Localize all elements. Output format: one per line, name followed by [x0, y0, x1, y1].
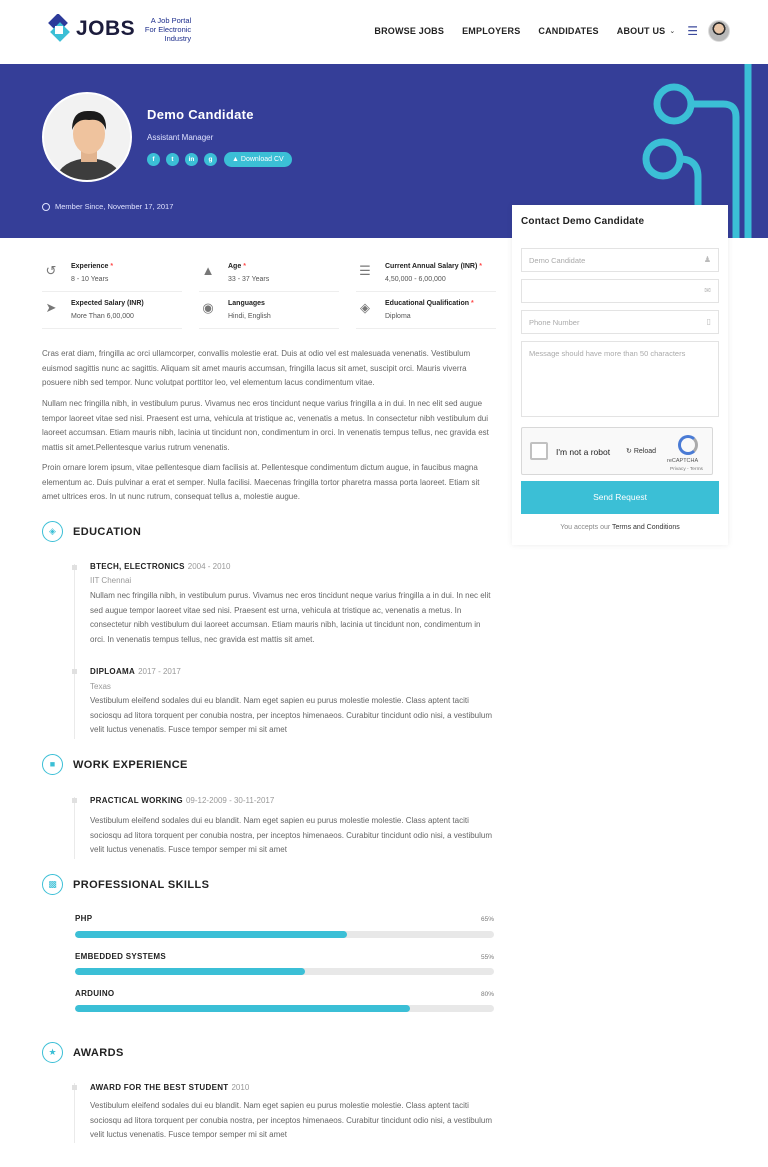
meta-value: Diploma	[385, 313, 411, 320]
section-title: AWARDS	[73, 1046, 124, 1059]
education-place: IIT Chennai	[90, 576, 132, 585]
candidate-name: Demo Candidate	[147, 107, 254, 122]
about-paragraph: Nullam nec fringilla nibh, in vestibulum purus. Vivamus nec eros tincidunt neque varius fringilla a in dui. In nec elit sed augue tempor laoreet vitae sed nisi. Praesent est urna, vehicula at tristique ac, venenatis a metus. In consectetur nibh vestibulum dui laoreet accumsan. Etiam mauris nibh, lacinia ut tincidunt non, condimentum in orci. In venenatis tempus tellus, nec gravida est mattis sit amet.Pellentesque varius rutrum venenatis.	[42, 399, 489, 452]
meta-label-text: Expected Salary (INR)	[71, 300, 144, 307]
mobile-icon: ▯	[706, 317, 711, 326]
meta-value: Hindi, English	[228, 313, 271, 320]
meta-qualification	[356, 293, 496, 329]
education-section-header	[42, 521, 141, 542]
nav-browse-jobs[interactable]: BROWSE JOBS	[374, 26, 445, 36]
education-description: Vestibulum eleifend sodales dui eu blandit. Nam eget sapien eu purus molestie molestie. Class aptent taciti sociosqu ad litora torquent per conubia nostra, per inceptos himenaeos. Curabitur tincidunt odio nisi, a vestibulum velit luctus venenatis. Fusce tempor semper mi sit amet	[90, 696, 493, 734]
site-header	[0, 0, 768, 64]
globe-icon: ◉	[202, 300, 214, 315]
timeline-dot	[72, 669, 77, 674]
facebook-icon[interactable]: f	[147, 153, 160, 166]
meta-label-text: Experience	[71, 263, 109, 270]
award-item-heading	[90, 1083, 249, 1092]
award-year: 2010	[231, 1083, 250, 1092]
award-name: AWARD FOR THE BEST STUDENT	[90, 1083, 229, 1092]
about-paragraph: Cras erat diam, fringilla ac orci ullamcorper, convallis molestie erat. Duis at odio vel est malesuada venenatis. Vestibulum euismod sagittis nunc ac sagittis. Aliquam sit amet mauris accumsan, fringilla lacus sit amet, suscipit orci. Mauris viverra posuere nibh sed tempor. Nunc volutpat porttitor leo, vel elementum lacus condimentum vitae.	[42, 349, 471, 387]
history-icon: ↺	[45, 263, 57, 278]
phone-field[interactable]	[521, 310, 719, 334]
main-nav	[356, 20, 730, 42]
required-mark: *	[479, 263, 482, 270]
skill-progress-track	[75, 1005, 494, 1012]
hamburger-menu-icon[interactable]: ☰	[687, 24, 698, 38]
coins-icon: ☰	[359, 263, 371, 278]
skill-progress-fill	[75, 968, 305, 975]
skill-name: PHP	[75, 914, 93, 923]
timeline-line	[74, 1083, 75, 1143]
meta-experience	[42, 256, 182, 292]
message-placeholder: Message should have more than 50 characters	[529, 349, 686, 358]
work-name: PRACTICAL WORKING	[90, 796, 183, 805]
area-chart-icon: ▲	[201, 263, 215, 278]
briefcase-icon: ■	[42, 754, 63, 775]
work-section-header	[42, 754, 188, 775]
google-plus-icon[interactable]: g	[204, 153, 217, 166]
social-links	[147, 152, 292, 167]
skill-percent: 80%	[480, 991, 494, 998]
twitter-icon[interactable]: t	[166, 153, 179, 166]
site-logo[interactable]	[44, 14, 191, 44]
logo-wordmark: JOBS	[76, 17, 136, 40]
logo-tagline: A Job Portal For Electronic Industry	[144, 15, 192, 43]
contact-card	[512, 205, 728, 545]
download-icon: ▲	[232, 156, 239, 163]
candidate-photo	[42, 92, 132, 182]
recaptcha-checkbox[interactable]	[530, 442, 548, 460]
education-place: Texas	[90, 682, 111, 691]
about-paragraph: Proin ornare lorem ipsum, vitae pellentesque diam facilisis at. Pellentesque condimentum dictum augue, in faucibus magna elementum ac. Duis pulvinar a erat et semper. Nulla facilisi. Maecenas fringilla tortor pharetra massa porta laoreet. Etiam sit amet ultrices eros. In ut nunc rutrum, consequat tellus a, molestie augue.	[42, 463, 480, 501]
work-item-heading	[90, 796, 274, 805]
reload-icon: ↻	[626, 448, 632, 455]
required-mark: *	[110, 263, 114, 270]
phone-placeholder: Phone Number	[529, 318, 580, 327]
timeline-dot	[72, 1085, 77, 1090]
meta-languages	[199, 293, 339, 329]
skill-progress-fill	[75, 931, 347, 938]
skill-percent: 55%	[480, 954, 494, 961]
recaptcha-widget	[521, 427, 713, 475]
message-field[interactable]	[521, 341, 719, 417]
email-field[interactable]	[521, 279, 719, 303]
envelope-icon: ✉	[704, 286, 711, 295]
nav-candidates[interactable]: CANDIDATES	[538, 26, 599, 36]
education-name: BTECH, ELECTRONICS	[90, 562, 185, 571]
graduation-cap-icon: ◈	[360, 300, 370, 315]
education-years: 2004 - 2010	[187, 562, 231, 571]
clock-icon	[42, 203, 50, 211]
required-mark: *	[243, 263, 246, 270]
nav-about-us[interactable]: ABOUT US	[616, 26, 666, 36]
chevron-down-icon[interactable]: ⌄	[669, 28, 676, 35]
recaptcha-reload[interactable]	[626, 447, 656, 455]
skill-percent: 65%	[480, 916, 494, 923]
meta-expected-salary	[42, 293, 182, 329]
recaptcha-logo-icon	[678, 435, 698, 455]
meta-label-text: Languages	[228, 300, 265, 307]
rocket-icon: ➤	[45, 300, 57, 315]
meta-value: 8 - 10 Years	[71, 276, 109, 283]
award-description: Vestibulum eleifend sodales dui eu blandit. Nam eget sapien eu purus molestie molestie. Class aptent taciti sociosqu ad litora torquent per conubia nostra, per inceptos himenaeos. Curabitur tincidunt odio nisi, a vestibulum velit luctus venenatis. Fusce tempor semper mi sit amet	[90, 1101, 493, 1139]
section-title: PROFESSIONAL SKILLS	[73, 878, 210, 891]
meta-value: More Than 6,00,000	[71, 313, 134, 320]
skill-progress-track	[75, 931, 494, 938]
education-description: Nullam nec fringilla nibh, in vestibulum purus. Vivamus nec eros tincidunt neque varius fringilla a in dui. In nec elit sed augue tempor laoreet vitae sed nisi. Praesent est urna, vehicula at tristique ac, venenatis a metus. In consectetur nibh vestibulum dui laoreet accumsan. Etiam mauris nibh, lacinia ut tincidunt non, condimentum in orci. In venenatis tempus tellus, nec gravida est mattis sit amet.	[90, 591, 491, 644]
meta-value: 33 - 37 Years	[228, 276, 270, 283]
education-item-heading	[90, 667, 181, 676]
terms-prefix: You accepts our	[560, 524, 611, 531]
logo-mark-icon	[44, 14, 74, 44]
meta-age	[199, 256, 339, 292]
bar-chart-icon: ▩	[42, 874, 63, 895]
terms-link[interactable]: Terms and Conditions	[612, 524, 680, 531]
graduation-cap-icon: ◈	[42, 521, 63, 542]
meta-current-salary	[356, 256, 496, 292]
skill-name: EMBEDDED SYSTEMS	[75, 952, 167, 961]
recaptcha-brand: reCAPTCHA	[667, 458, 699, 464]
timeline-dot	[72, 565, 77, 570]
education-years: 2017 - 2017	[138, 667, 181, 676]
linkedin-icon[interactable]: in	[185, 153, 198, 166]
required-mark: *	[470, 300, 474, 307]
recaptcha-label: I'm not a robot	[556, 447, 611, 457]
meta-value: 4,50,000 - 6,00,000	[385, 276, 446, 283]
meta-label-text: Age	[228, 263, 242, 270]
recaptcha-privacy-terms[interactable]: Privacy - Terms	[670, 467, 703, 472]
user-icon: ♟	[703, 255, 711, 264]
timeline-line	[74, 564, 75, 739]
user-avatar[interactable]	[708, 20, 730, 42]
reload-label: Reload	[633, 448, 657, 455]
skill-name: ARDUINO	[75, 989, 115, 998]
nav-employers[interactable]: EMPLOYERS	[462, 26, 521, 36]
awards-section-header	[42, 1042, 124, 1063]
skill-progress-fill	[75, 1005, 410, 1012]
download-cv-label: Download CV	[240, 156, 284, 163]
name-field[interactable]	[521, 248, 719, 272]
education-item-heading	[90, 562, 230, 571]
skills-section-header	[42, 874, 209, 895]
education-name: DIPLOAMA	[90, 667, 136, 676]
work-description: Vestibulum eleifend sodales dui eu blandit. Nam eget sapien eu purus molestie molestie. Class aptent taciti sociosqu ad litora torquent per conubia nostra, per inceptos himenaeos. Curabitur tincidunt odio nisi, a vestibulum velit luctus venenatis. Fusce tempor semper mi sit amet	[90, 816, 493, 854]
section-title: EDUCATION	[73, 525, 142, 538]
member-since-text: Member Since, November 17, 2017	[55, 202, 174, 211]
meta-label-text: Current Annual Salary (INR)	[385, 263, 478, 270]
name-field-value: Demo Candidate	[529, 256, 586, 265]
meta-label-text: Educational Qualification	[385, 300, 470, 307]
section-title: WORK EXPERIENCE	[73, 758, 188, 771]
timeline-dot	[72, 798, 77, 803]
contact-title: Contact Demo Candidate	[521, 216, 645, 227]
work-years: 09-12-2009 - 30-11-2017	[185, 796, 275, 805]
skill-progress-track	[75, 968, 494, 975]
send-request-button[interactable]: Send Request	[521, 481, 719, 514]
terms-note	[512, 524, 728, 531]
download-cv-button[interactable]	[224, 152, 292, 167]
trophy-icon: ★	[42, 1042, 63, 1063]
timeline-line	[74, 797, 75, 859]
member-since	[42, 202, 173, 211]
candidate-title: Assistant Manager	[147, 133, 214, 142]
